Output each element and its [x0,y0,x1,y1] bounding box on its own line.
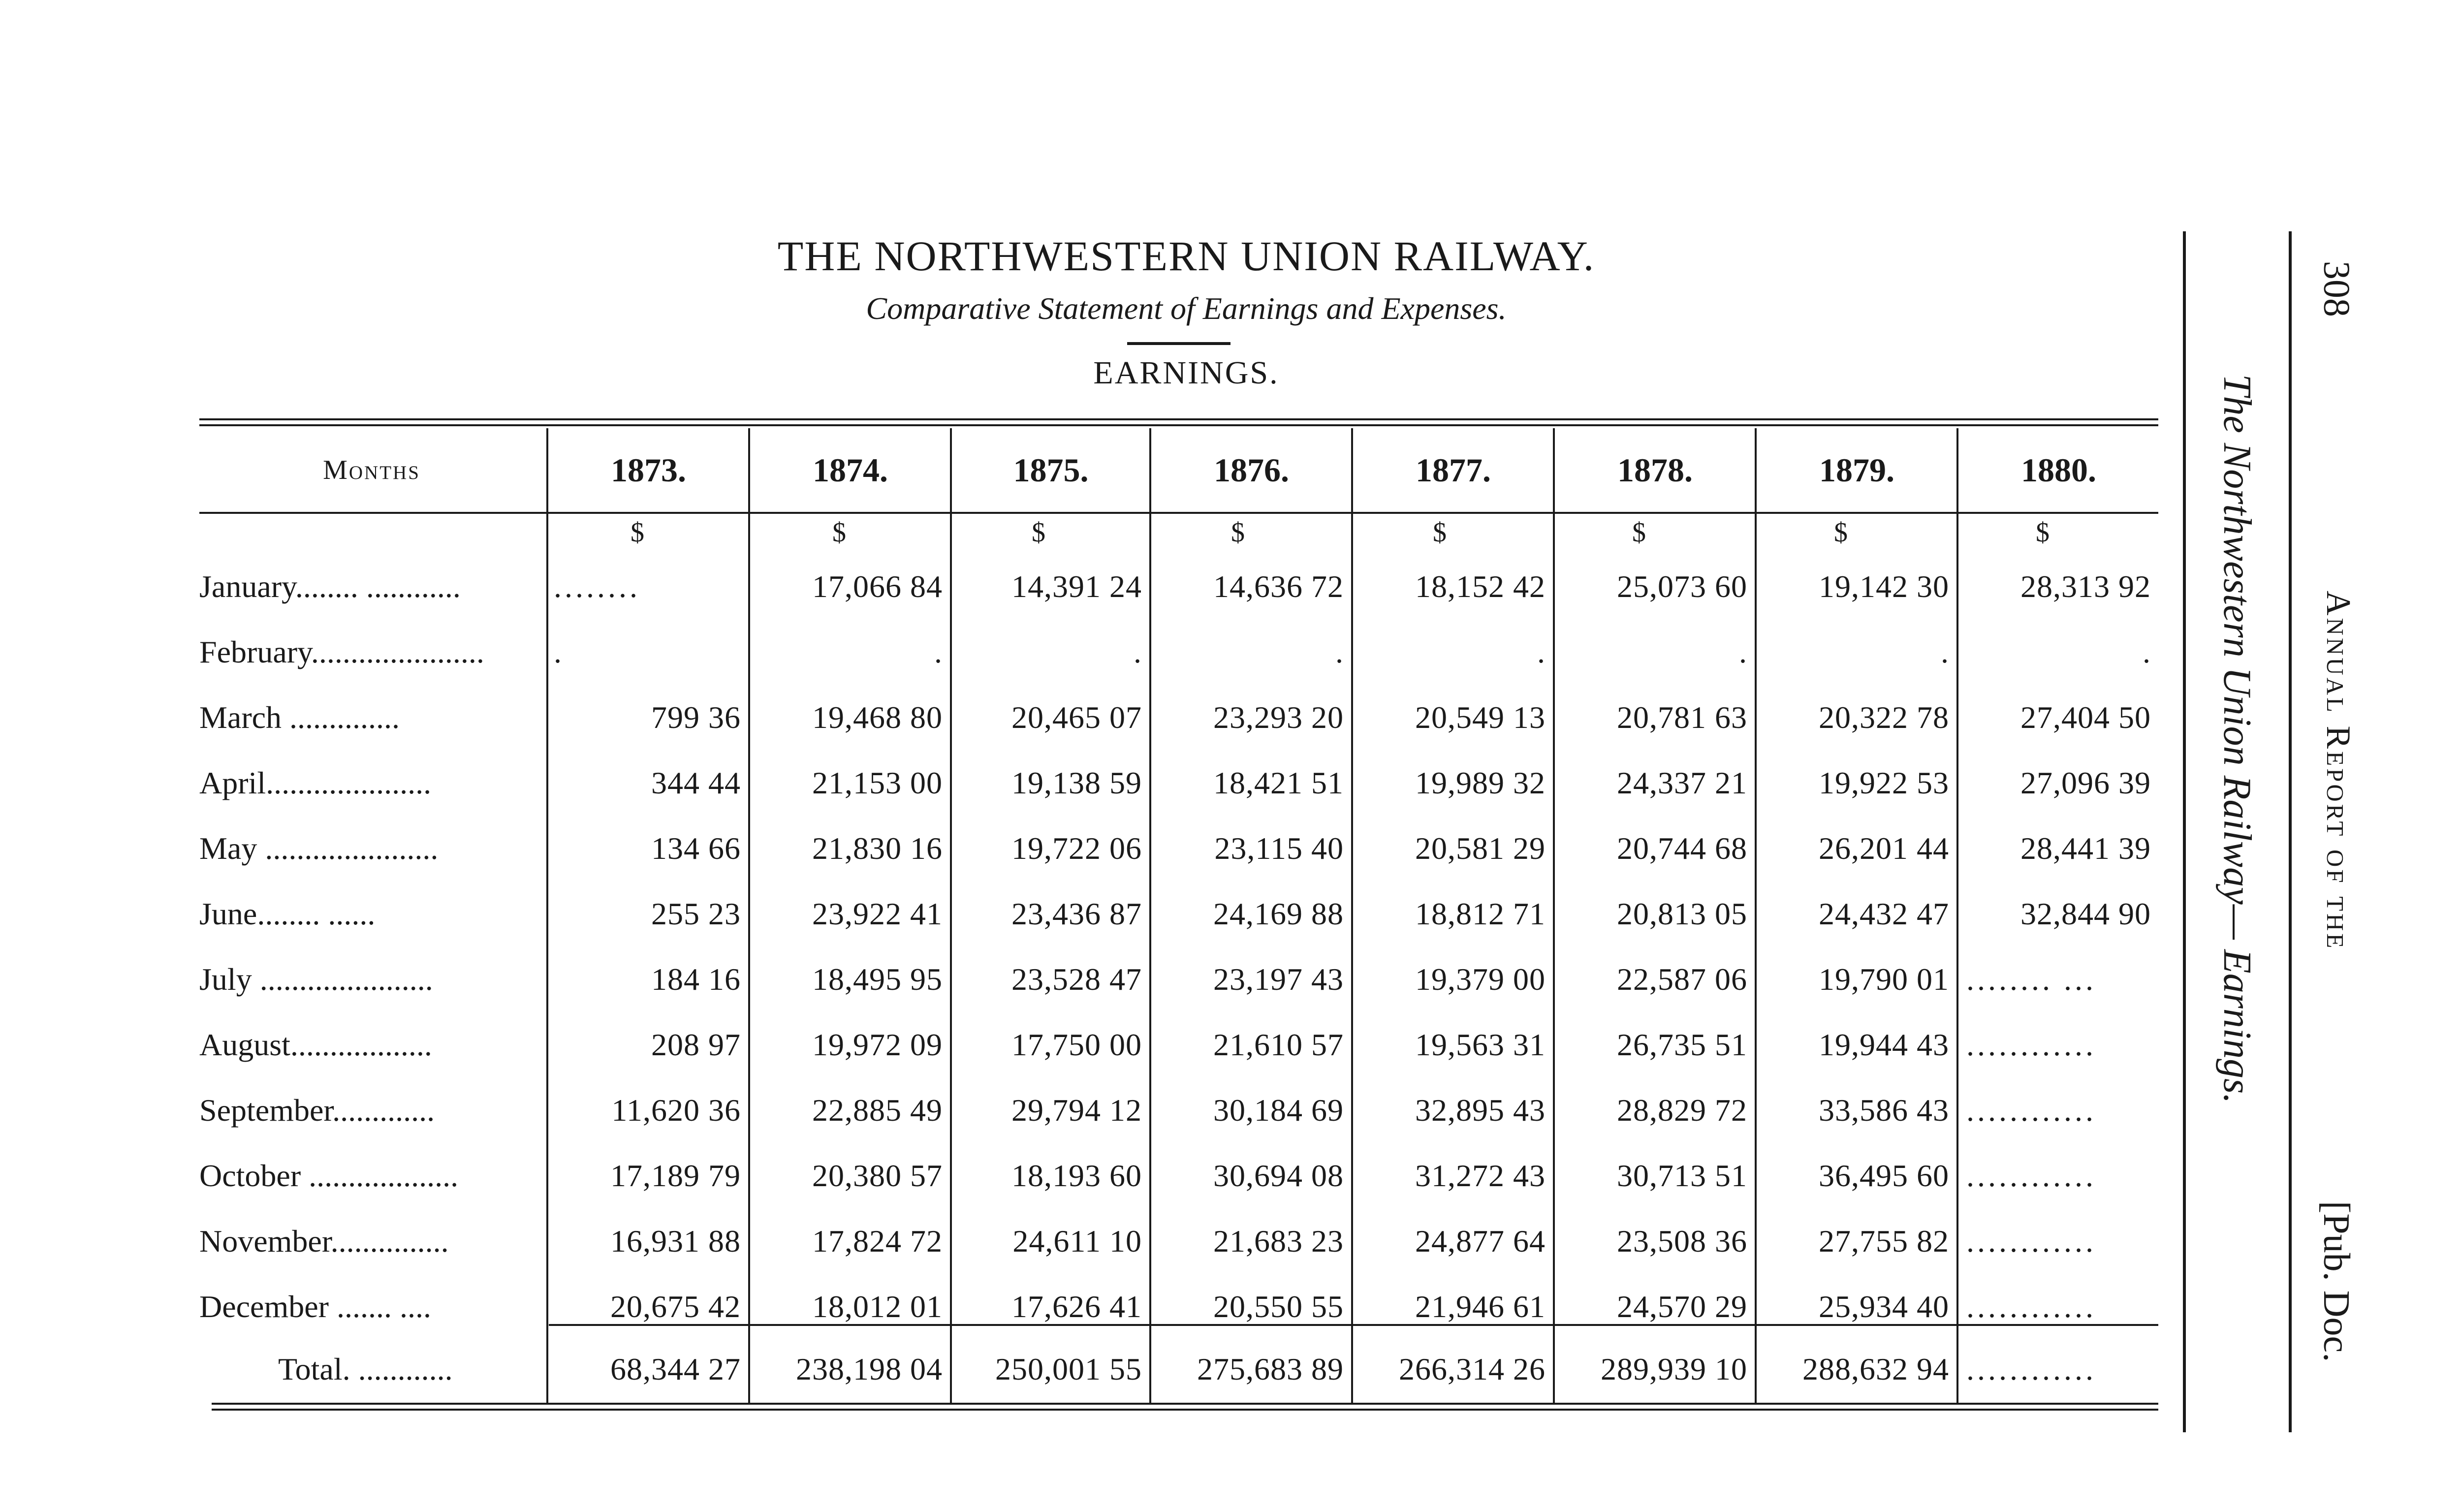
value-cell: 20,675 42 [610,1289,741,1324]
table-row [0,816,2461,881]
table-row [0,946,2461,1012]
table-row [0,1274,2461,1339]
year-header: 1879. [1819,451,1894,489]
value-cell: . [1941,634,1949,669]
value-cell: 20,581 29 [1415,831,1546,866]
year-header: 1873. [611,451,686,489]
total-cell: 250,001 55 [995,1352,1142,1386]
table-row [0,750,2461,816]
currency-symbol: $ [1632,517,1646,548]
table-bottom-rule-2 [212,1409,2158,1411]
value-cell: 18,193 60 [1011,1158,1142,1193]
value-cell: 19,922 53 [1819,765,1949,800]
value-cell: 19,563 31 [1415,1027,1546,1062]
value-cell: 19,722 06 [1011,831,1142,866]
value-cell: 22,587 06 [1617,962,1747,997]
year-header: 1877. [1416,451,1491,489]
value-cell: 18,421 51 [1213,765,1344,800]
value-cell: . [554,634,565,669]
total-cell: 288,632 94 [1802,1352,1949,1386]
value-cell: 30,694 08 [1213,1158,1344,1193]
value-cell: . [1739,634,1747,669]
value-cell: 33,586 43 [1819,1093,1949,1128]
value-cell: 20,813 05 [1617,896,1747,931]
value-cell: 32,844 90 [2020,896,2151,931]
value-cell: . [934,634,943,669]
value-cell: 25,073 60 [1617,569,1747,604]
month-label: February...................... [199,634,484,669]
value-cell: 32,895 43 [1415,1093,1546,1128]
table-row [0,554,2461,619]
value-cell: 134 66 [651,831,741,866]
value-cell: 24,337 21 [1617,765,1747,800]
table-row [0,619,2461,685]
currency-symbol: $ [1433,517,1447,548]
value-cell: ........ ... [1966,962,2096,997]
table-row [0,881,2461,946]
value-cell: 20,380 57 [812,1158,943,1193]
value-cell: 27,755 82 [1819,1224,1949,1259]
value-cell: 24,611 10 [1012,1224,1142,1259]
table-subtitle: Comparative Statement of Earnings and Expenses. [866,291,1507,326]
value-cell: . [2143,634,2151,669]
value-cell: 22,885 49 [812,1093,943,1128]
section-heading: EARNINGS. [1093,355,1279,391]
value-cell: 19,790 01 [1819,962,1949,997]
value-cell: 208 97 [651,1027,741,1062]
total-cell: 275,683 89 [1197,1352,1344,1386]
total-cell: ............ [1966,1352,2096,1386]
value-cell: 23,508 36 [1617,1224,1747,1259]
table-row [0,1208,2461,1274]
year-header: 1876. [1214,451,1289,489]
table-bottom-rule [212,1403,2158,1405]
year-header: 1878. [1617,451,1693,489]
value-cell: 36,495 60 [1819,1158,1949,1193]
page-number: 308 [2316,261,2357,317]
value-cell: 30,713 51 [1617,1158,1747,1193]
month-label: March .............. [199,700,400,735]
value-cell: 31,272 43 [1415,1158,1546,1193]
header-bottom-rule [199,512,2158,514]
month-label: April..................... [199,765,432,800]
table-top-rule-2 [199,424,2158,426]
value-cell: 23,922 41 [812,896,943,931]
month-label: December ....... .... [199,1289,431,1324]
value-cell: 28,313 92 [2020,569,2151,604]
total-cell: 289,939 10 [1601,1352,1747,1386]
value-cell: 20,322 78 [1819,700,1949,735]
value-cell: 26,735 51 [1617,1027,1747,1062]
value-cell: 14,636 72 [1213,569,1344,604]
value-cell: 30,184 69 [1213,1093,1344,1128]
value-cell: 28,441 39 [2020,831,2151,866]
margin-rule [2183,231,2186,1432]
value-cell: 28,829 72 [1617,1093,1747,1128]
year-header: 1880. [2021,451,2096,489]
value-cell: 16,931 88 [610,1224,741,1259]
value-cell: 18,012 01 [812,1289,943,1324]
value-cell: ............ [1966,1093,2096,1128]
value-cell: 17,626 41 [1011,1289,1142,1324]
total-cell: 68,344 27 [610,1352,741,1386]
value-cell: 14,391 24 [1011,569,1142,604]
value-cell: 23,436 87 [1011,896,1142,931]
table-row [0,1143,2461,1208]
year-header: 1874. [813,451,888,489]
month-label: January........ ............ [199,569,461,604]
value-cell: 21,946 61 [1415,1289,1546,1324]
value-cell: 21,153 00 [812,765,943,800]
value-cell: 799 36 [651,700,741,735]
month-label: June........ ...... [199,896,376,931]
table-row [0,1077,2461,1143]
month-label: August.................. [199,1027,432,1062]
month-label: September............. [199,1093,435,1128]
value-cell: 20,465 07 [1011,700,1142,735]
table-row [0,1012,2461,1077]
currency-symbol: $ [1231,517,1245,548]
currency-symbol: $ [1834,517,1848,548]
value-cell: 21,830 16 [812,831,943,866]
total-cell: 238,198 04 [796,1352,943,1386]
value-cell: 18,495 95 [812,962,943,997]
value-cell: 19,379 00 [1415,962,1546,997]
value-cell: 19,972 09 [812,1027,943,1062]
value-cell: 29,794 12 [1011,1093,1142,1128]
value-cell: 26,201 44 [1819,831,1949,866]
value-cell: 25,934 40 [1819,1289,1949,1324]
currency-symbol: $ [631,517,644,548]
value-cell: 23,115 40 [1214,831,1344,866]
table-row [0,685,2461,750]
value-cell: 18,152 42 [1415,569,1546,604]
value-cell: ............ [1966,1289,2096,1324]
table-title: THE NORTHWESTERN UNION RAILWAY. [777,232,1595,280]
value-cell: 27,404 50 [2020,700,2151,735]
value-cell: 24,570 29 [1617,1289,1747,1324]
value-cell: 21,610 57 [1213,1027,1344,1062]
value-cell: 19,989 32 [1415,765,1546,800]
margin-rule [2289,231,2292,1432]
value-cell: 24,432 47 [1819,896,1949,931]
months-header: Months [323,455,420,485]
value-cell: 19,944 43 [1819,1027,1949,1062]
value-cell: . [1134,634,1142,669]
total-cell: 266,314 26 [1399,1352,1546,1386]
value-cell: 11,620 36 [611,1093,741,1128]
value-cell: . [1335,634,1344,669]
value-cell: 17,824 72 [812,1224,943,1259]
table-top-rule [199,418,2158,420]
month-label: October ................... [199,1158,459,1193]
value-cell: 19,138 59 [1011,765,1142,800]
value-cell: 27,096 39 [2020,765,2151,800]
month-label: July ...................... [199,962,433,997]
year-header: 1875. [1013,451,1089,489]
currency-symbol: $ [1032,517,1045,548]
value-cell: 19,468 80 [812,700,943,735]
value-cell: 24,877 64 [1415,1224,1546,1259]
value-cell: 17,750 00 [1011,1027,1142,1062]
value-cell: . [1537,634,1546,669]
value-cell: 20,550 55 [1213,1289,1344,1324]
value-cell: 184 16 [651,962,741,997]
value-cell: 17,189 79 [610,1158,741,1193]
value-cell: 20,549 13 [1415,700,1546,735]
title-rule [1127,342,1230,345]
value-cell: 20,781 63 [1617,700,1747,735]
month-label: May ...................... [199,831,439,866]
value-cell: ............ [1966,1224,2096,1259]
side-title: The Northwestern Union Railway— Earnings. [2215,374,2259,1104]
value-cell: 23,197 43 [1213,962,1344,997]
value-cell: 20,744 68 [1617,831,1747,866]
value-cell: ............ [1966,1158,2096,1193]
value-cell: 255 23 [651,896,741,931]
value-cell: ............ [1966,1027,2096,1062]
value-cell: 23,293 20 [1213,700,1344,735]
value-cell: 17,066 84 [812,569,943,604]
value-cell: 21,683 23 [1213,1224,1344,1259]
value-cell: 18,812 71 [1415,896,1546,931]
running-head: Annual Report of the [2319,591,2357,951]
value-cell: 19,142 30 [1819,569,1949,604]
pub-doc-label: [Pub. Doc. [2316,1201,2357,1362]
month-label: November............... [199,1224,449,1259]
value-cell: 344 44 [651,765,741,800]
currency-symbol: $ [832,517,846,548]
total-row [0,1336,2461,1402]
total-label: Total. ............ [278,1352,453,1386]
currency-symbol: $ [2036,517,2050,548]
value-cell: 24,169 88 [1213,896,1344,931]
value-cell: ........ [554,569,640,604]
value-cell: 23,528 47 [1011,962,1142,997]
